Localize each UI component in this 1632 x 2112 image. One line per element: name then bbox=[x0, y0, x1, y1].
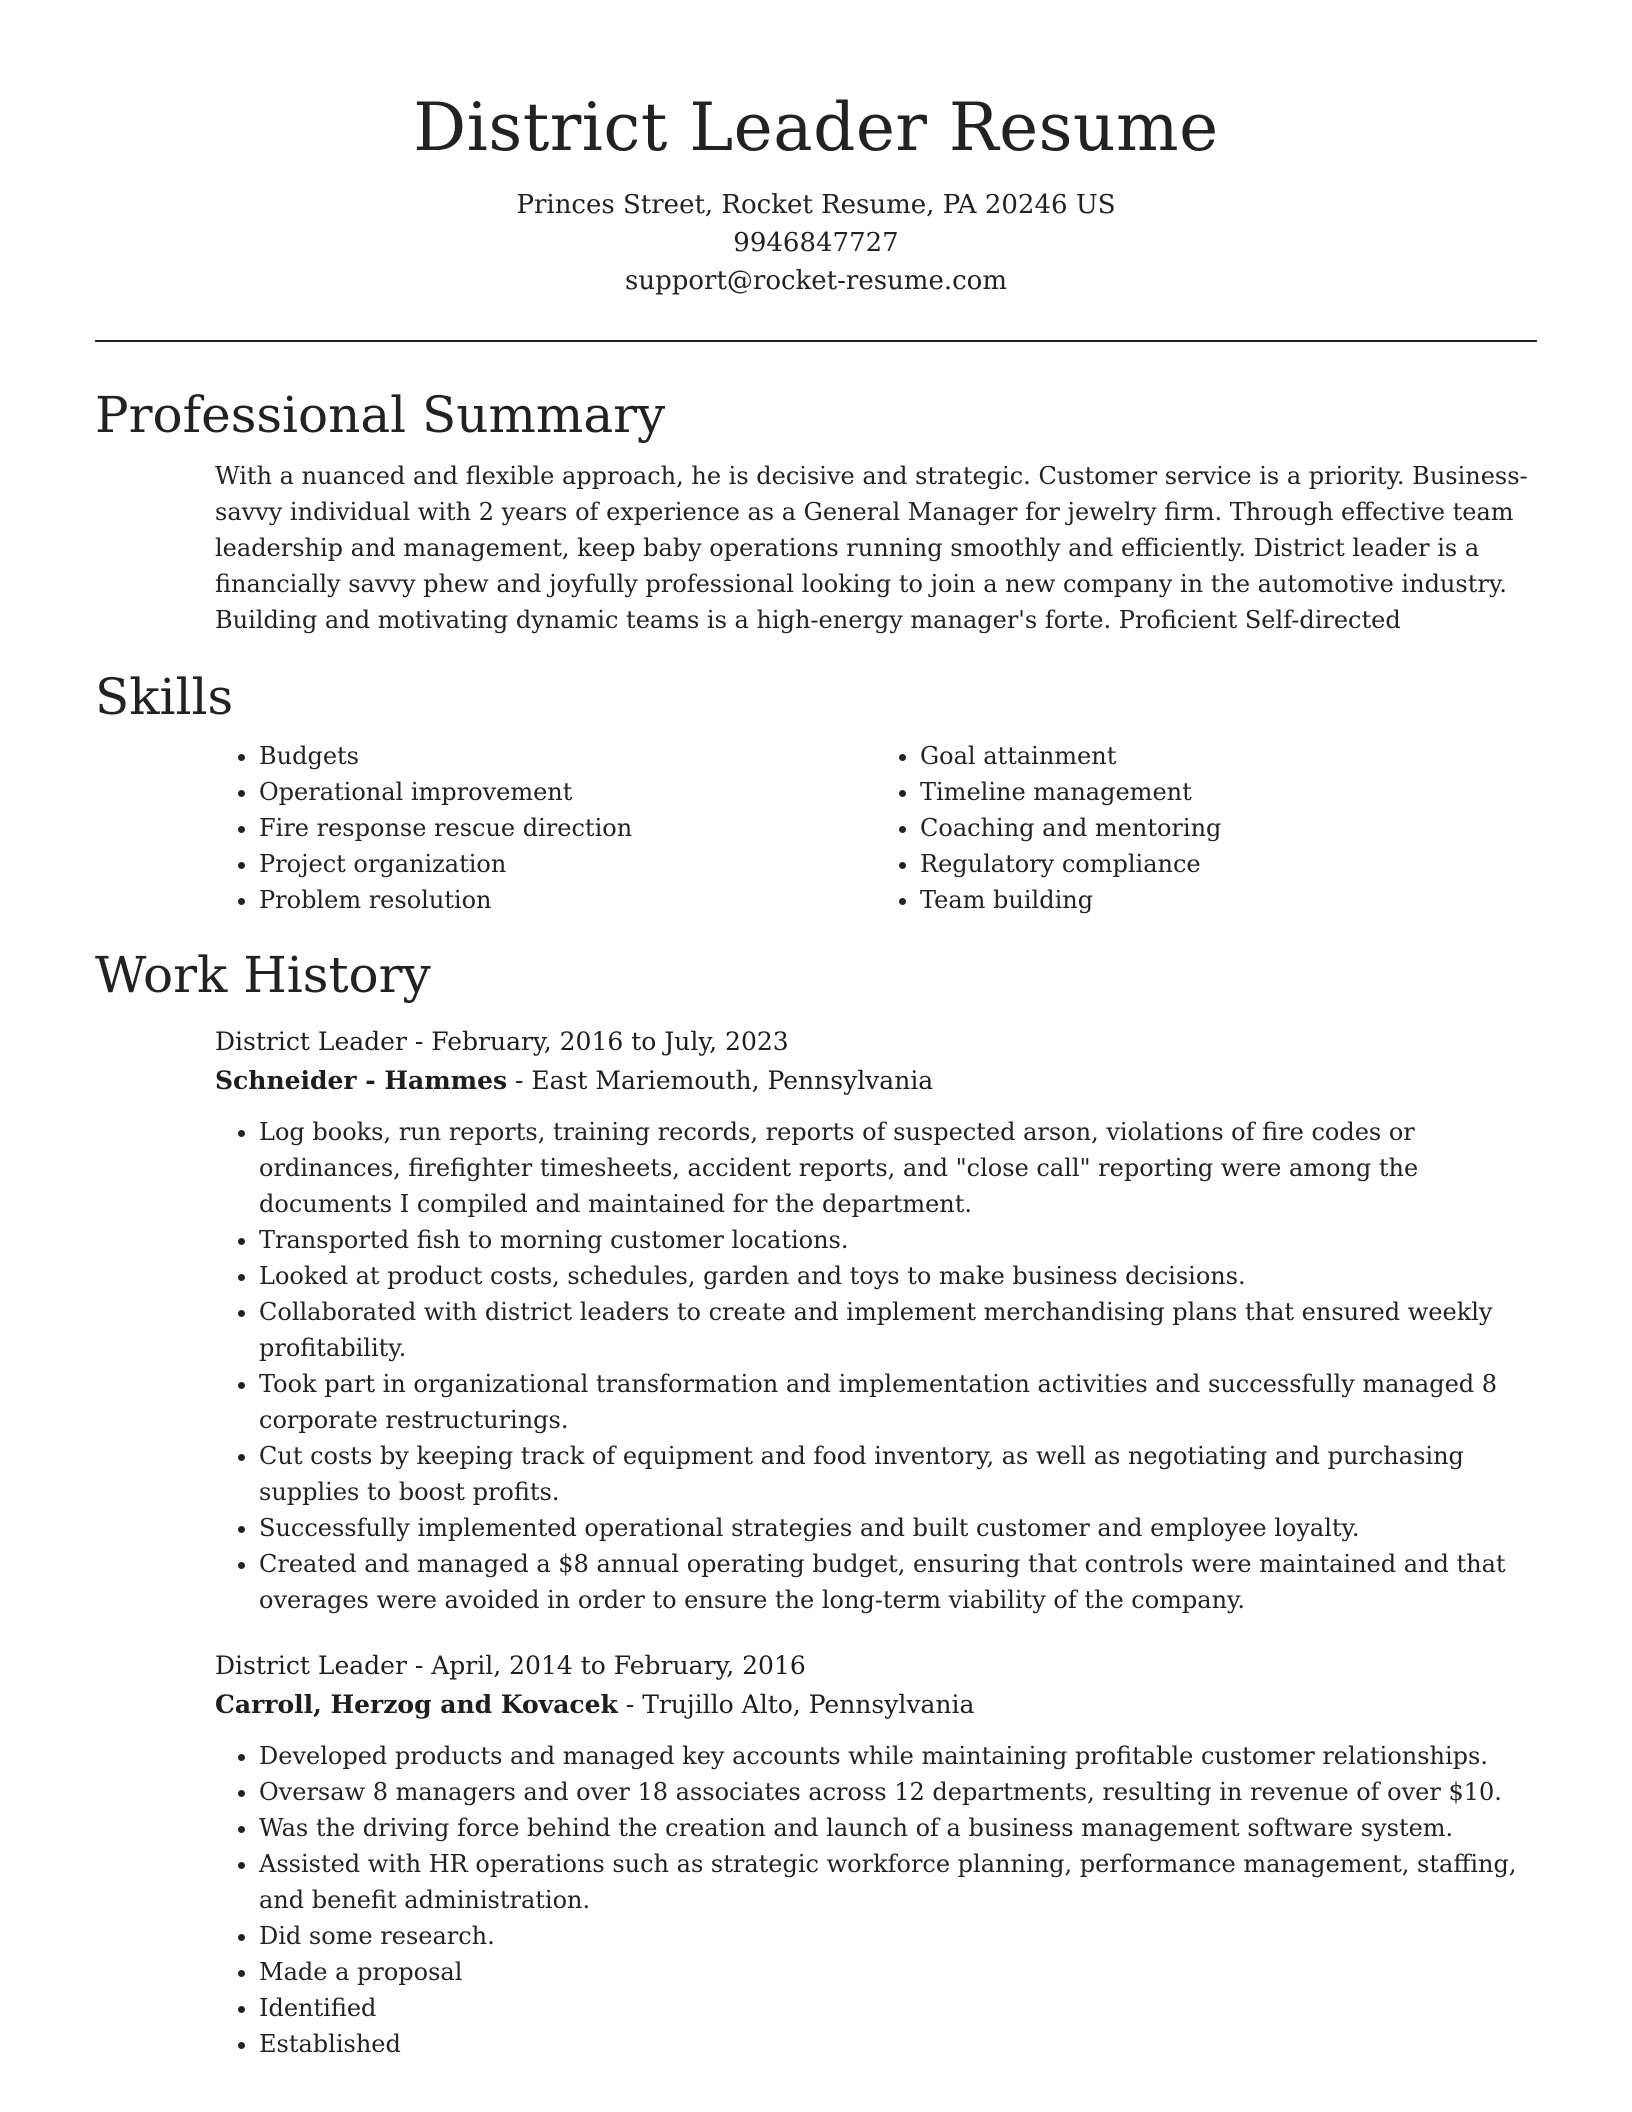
job-company: Carroll, Herzog and Kovacek bbox=[215, 1690, 618, 1719]
skills-column-right bbox=[876, 738, 1537, 918]
header-divider bbox=[95, 340, 1537, 342]
contact-block bbox=[95, 186, 1537, 300]
skill-item: • Budgets bbox=[259, 738, 876, 774]
summary-heading: Professional Summary bbox=[95, 386, 666, 444]
job-location: - Trujillo Alto, Pennsylvania bbox=[617, 1690, 975, 1719]
skill-item: • Goal attainment bbox=[920, 738, 1537, 774]
job-bullet: • Collaborated with district leaders to create and implement merchandising plans that ensured weekly profitability. bbox=[259, 1294, 1537, 1366]
job-company: Schneider - Hammes bbox=[215, 1066, 508, 1095]
skill-item: • Project organization bbox=[259, 846, 876, 882]
job-location: - East Mariemouth, Pennsylvania bbox=[507, 1066, 934, 1095]
job-entry bbox=[215, 1022, 1537, 1618]
summary-section bbox=[95, 380, 1537, 638]
job-bullet: • Established bbox=[259, 2026, 1537, 2062]
job-bullet: • Was the driving force behind the creation and launch of a business management software system. bbox=[259, 1810, 1537, 1846]
job-employer-line bbox=[215, 1061, 1537, 1100]
job-bullet: • Successfully implemented operational strategies and built customer and employee loyalty. bbox=[259, 1510, 1537, 1546]
contact-address: Princes Street, Rocket Resume, PA 20246 US bbox=[516, 190, 1116, 220]
resume-title: District Leader Resume bbox=[413, 89, 1219, 166]
job-bullet: • Did some research. bbox=[259, 1918, 1537, 1954]
skills-heading: Skills bbox=[95, 668, 234, 726]
job-bullet: • Identified bbox=[259, 1990, 1537, 2026]
skill-item: • Fire response rescue direction bbox=[259, 810, 876, 846]
job-bullet: • Oversaw 8 managers and over 18 associates across 12 departments, resulting in revenue of over $10. bbox=[259, 1774, 1537, 1810]
skills-column-left bbox=[215, 738, 876, 918]
job-bullet: • Developed products and managed key accounts while maintaining profitable customer relationships. bbox=[259, 1738, 1537, 1774]
job-employer-line bbox=[215, 1685, 1537, 1724]
skill-item: • Regulatory compliance bbox=[920, 846, 1537, 882]
contact-email: support@rocket-resume.com bbox=[624, 266, 1007, 296]
job-bullet: • Made a proposal bbox=[259, 1954, 1537, 1990]
job-title-dates: District Leader - April, 2014 to February, 2016 bbox=[215, 1651, 806, 1680]
skills-section bbox=[95, 662, 1537, 918]
skill-item: • Team building bbox=[920, 882, 1537, 918]
job-bullet: • Transported fish to morning customer locations. bbox=[259, 1222, 1537, 1258]
skill-item: • Operational improvement bbox=[259, 774, 876, 810]
work-history-heading: Work History bbox=[95, 946, 431, 1004]
job-bullet: • Log books, run reports, training records, reports of suspected arson, violations of fire codes or ordinances, firefighter timesheets, accident reports, and "close call" reporting were among the documents I compiled and maintained for the department. bbox=[259, 1114, 1537, 1222]
job-entry bbox=[215, 1646, 1537, 2062]
skill-item: • Problem resolution bbox=[259, 882, 876, 918]
job-bullet: • Created and managed a $8 annual operating budget, ensuring that controls were maintained and that overages were avoided in order to ensure the long-term viability of the company. bbox=[259, 1546, 1537, 1618]
skill-item: • Coaching and mentoring bbox=[920, 810, 1537, 846]
job-bullet: • Looked at product costs, schedules, garden and toys to make business decisions. bbox=[259, 1258, 1537, 1294]
job-bullet: • Cut costs by keeping track of equipment and food inventory, as well as negotiating and purchasing supplies to boost profits. bbox=[259, 1438, 1537, 1510]
job-bullet-list bbox=[215, 1738, 1537, 2062]
contact-phone: 9946847727 bbox=[733, 228, 899, 258]
skill-item: • Timeline management bbox=[920, 774, 1537, 810]
job-bullet: • Took part in organizational transformation and implementation activities and successfully managed 8 corporate restructurings. bbox=[259, 1366, 1537, 1438]
job-bullet-list bbox=[215, 1114, 1537, 1618]
job-title-dates: District Leader - February, 2016 to July, 2023 bbox=[215, 1027, 789, 1056]
job-bullet: • Assisted with HR operations such as strategic workforce planning, performance management, staffing, and benefit administration. bbox=[259, 1846, 1537, 1918]
work-history-section bbox=[95, 940, 1537, 2062]
skills-grid bbox=[215, 738, 1537, 918]
resume-header bbox=[95, 0, 1537, 300]
summary-text: With a nuanced and flexible approach, he is decisive and strategic. Customer service is a priority. Business-savvy individual with 2 years of experience as a General Manager for jewelry firm. Through effective team leadership and management, keep baby operations running smoothly and efficiently. District leader is a financially savvy phew and joyfully professional looking to join a new company in the automotive industry. Building and motivating dynamic teams is a high-energy manager's forte. Proficient Self-directed bbox=[215, 462, 1528, 634]
